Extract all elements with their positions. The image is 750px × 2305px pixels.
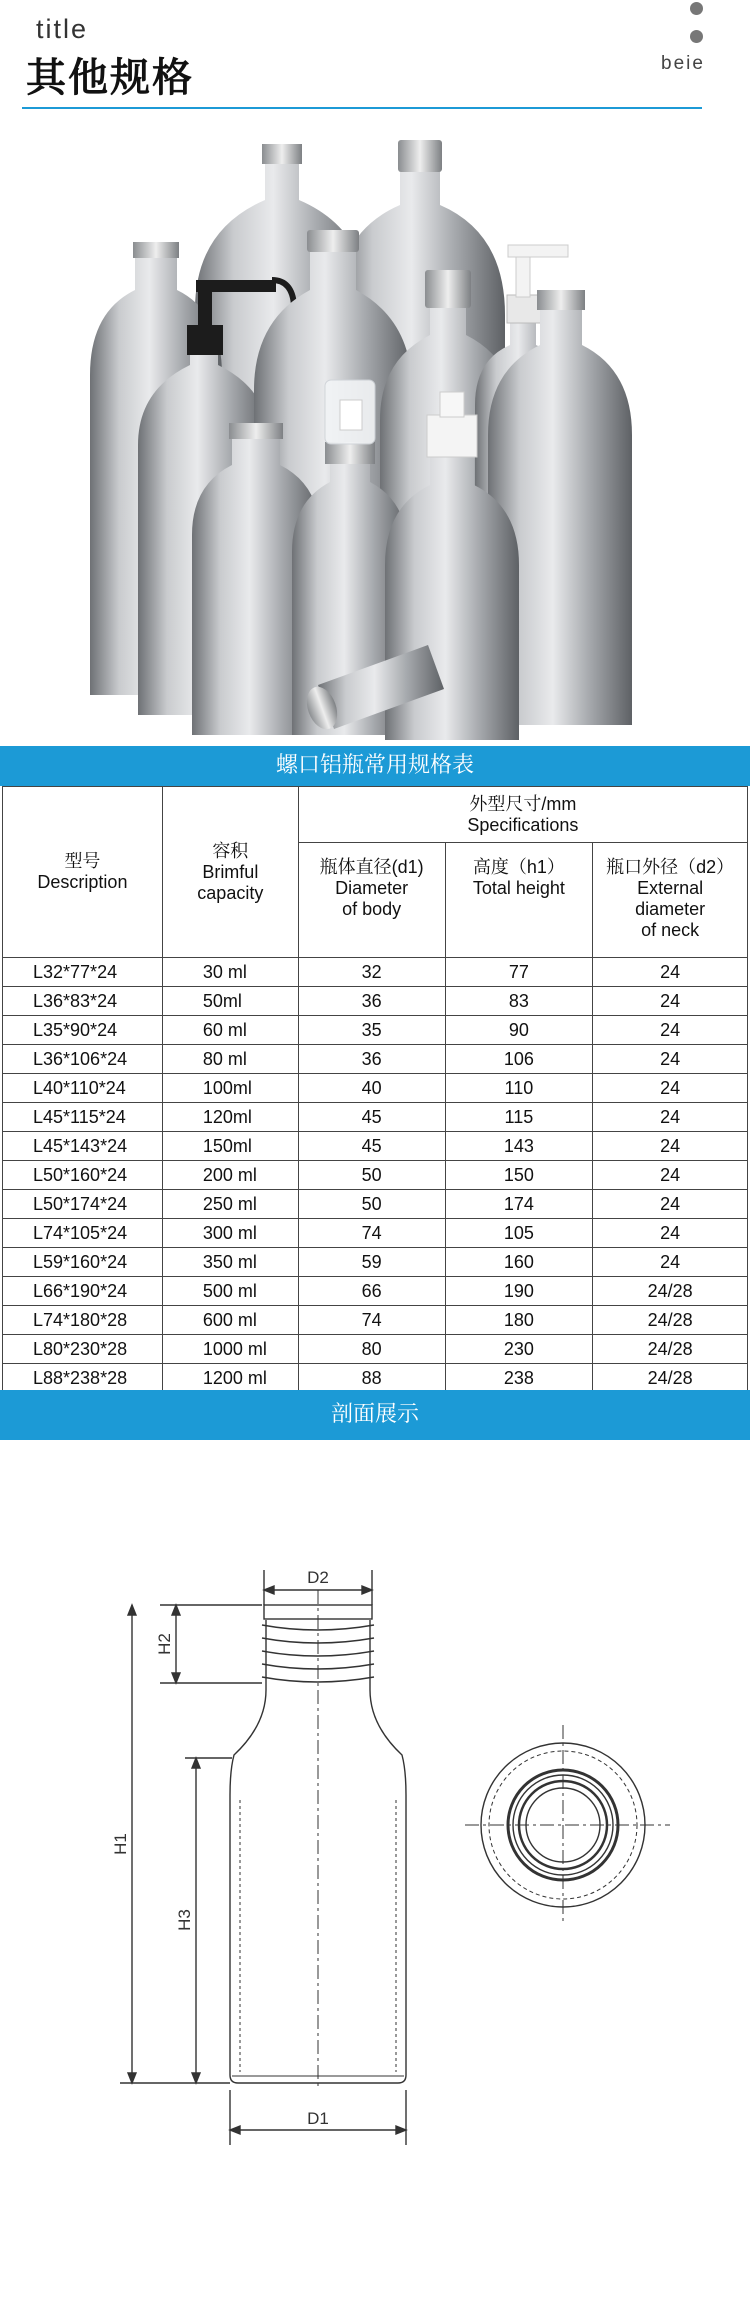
- table-row: [3, 1306, 748, 1335]
- cell-height: 238: [445, 1364, 593, 1393]
- cell-neck: 24: [593, 987, 748, 1016]
- table-row: [3, 1219, 748, 1248]
- table-row: [3, 1016, 748, 1045]
- table-row: [3, 958, 748, 987]
- header-specifications: 外型尺寸/mm Specifications: [298, 787, 747, 843]
- dim-h1-label: H1: [111, 1833, 130, 1855]
- cell-diameter: 74: [298, 1219, 445, 1248]
- cell-model: L80*230*28: [3, 1335, 163, 1364]
- cell-capacity: 350 ml: [162, 1248, 298, 1277]
- cell-model: L59*160*24: [3, 1248, 163, 1277]
- cell-neck: 24: [593, 1132, 748, 1161]
- table-row: [3, 1335, 748, 1364]
- header-neck: 瓶口外径（d2） External diameter of neck: [593, 843, 748, 958]
- cell-capacity: 500 ml: [162, 1277, 298, 1306]
- table-row: [3, 1277, 748, 1306]
- cell-height: 174: [445, 1190, 593, 1219]
- cell-neck: 24: [593, 1016, 748, 1045]
- cell-neck: 24/28: [593, 1277, 748, 1306]
- table-row: [3, 1103, 748, 1132]
- cell-height: 190: [445, 1277, 593, 1306]
- cell-capacity: 120ml: [162, 1103, 298, 1132]
- cell-neck: 24/28: [593, 1335, 748, 1364]
- cell-model: L74*105*24: [3, 1219, 163, 1248]
- cell-height: 115: [445, 1103, 593, 1132]
- cell-neck: 24: [593, 1248, 748, 1277]
- cell-capacity: 300 ml: [162, 1219, 298, 1248]
- dim-h3-label: H3: [175, 1909, 194, 1931]
- cell-height: 110: [445, 1074, 593, 1103]
- cell-diameter: 50: [298, 1190, 445, 1219]
- header-height: 高度（h1） Total height: [445, 843, 593, 958]
- table-row: [3, 1248, 748, 1277]
- table-row: [3, 987, 748, 1016]
- header-capacity: 容积 Brimful capacity: [162, 787, 298, 958]
- cell-height: 105: [445, 1219, 593, 1248]
- cell-capacity: 60 ml: [162, 1016, 298, 1045]
- cell-capacity: 1000 ml: [162, 1335, 298, 1364]
- cell-neck: 24: [593, 1190, 748, 1219]
- cell-model: L35*90*24: [3, 1016, 163, 1045]
- section-title: 剖面展示: [0, 1390, 750, 1440]
- cell-capacity: 1200 ml: [162, 1364, 298, 1393]
- cell-neck: 24: [593, 1103, 748, 1132]
- header-diameter: 瓶体直径(d1) Diameter of body: [298, 843, 445, 958]
- table-row: [3, 1161, 748, 1190]
- cell-height: 150: [445, 1161, 593, 1190]
- header-model: 型号 Description: [3, 787, 163, 958]
- cell-diameter: 36: [298, 1045, 445, 1074]
- table-row: [3, 1045, 748, 1074]
- cell-model: L45*143*24: [3, 1132, 163, 1161]
- cell-diameter: 74: [298, 1306, 445, 1335]
- cell-model: L74*180*28: [3, 1306, 163, 1335]
- cell-diameter: 36: [298, 987, 445, 1016]
- cell-height: 180: [445, 1306, 593, 1335]
- cell-diameter: 66: [298, 1277, 445, 1306]
- cell-height: 230: [445, 1335, 593, 1364]
- top-view: [465, 1725, 670, 1925]
- cell-diameter: 59: [298, 1248, 445, 1277]
- cell-height: 90: [445, 1016, 593, 1045]
- cell-diameter: 40: [298, 1074, 445, 1103]
- cell-height: 77: [445, 958, 593, 987]
- cell-diameter: 35: [298, 1016, 445, 1045]
- table-row: [3, 1074, 748, 1103]
- table-title: 螺口铝瓶常用规格表: [0, 746, 750, 786]
- cell-neck: 24: [593, 1074, 748, 1103]
- page-title: 其他规格: [26, 55, 194, 101]
- cell-model: L50*174*24: [3, 1190, 163, 1219]
- dim-d2-label: D2: [307, 1568, 329, 1587]
- cell-diameter: 88: [298, 1364, 445, 1393]
- cell-neck: 24: [593, 1045, 748, 1074]
- cell-height: 83: [445, 987, 593, 1016]
- dot-icon: [690, 2, 703, 15]
- dot-icon: [690, 30, 703, 43]
- header-subtitle: title: [36, 14, 89, 44]
- cell-model: L88*238*28: [3, 1364, 163, 1393]
- cell-neck: 24: [593, 1219, 748, 1248]
- cell-capacity: 100ml: [162, 1074, 298, 1103]
- header-divider: [22, 107, 702, 109]
- cell-neck: 24: [593, 1161, 748, 1190]
- cell-height: 160: [445, 1248, 593, 1277]
- cell-model: L50*160*24: [3, 1161, 163, 1190]
- cell-diameter: 45: [298, 1103, 445, 1132]
- table-row: [3, 1190, 748, 1219]
- section-drawing: [0, 1440, 750, 2305]
- cell-capacity: 250 ml: [162, 1190, 298, 1219]
- cell-capacity: 30 ml: [162, 958, 298, 987]
- cell-capacity: 150ml: [162, 1132, 298, 1161]
- cell-capacity: 200 ml: [162, 1161, 298, 1190]
- product-photo: [0, 130, 750, 745]
- spec-table: [2, 786, 748, 1393]
- table-row: [3, 1364, 748, 1393]
- page-header: [0, 0, 750, 112]
- cell-capacity: 600 ml: [162, 1306, 298, 1335]
- cell-neck: 24/28: [593, 1364, 748, 1393]
- cell-model: L45*115*24: [3, 1103, 163, 1132]
- cell-diameter: 50: [298, 1161, 445, 1190]
- cell-model: L40*110*24: [3, 1074, 163, 1103]
- cell-model: L32*77*24: [3, 958, 163, 987]
- cell-capacity: 80 ml: [162, 1045, 298, 1074]
- cell-height: 106: [445, 1045, 593, 1074]
- cell-diameter: 45: [298, 1132, 445, 1161]
- table-row: [3, 1132, 748, 1161]
- cell-diameter: 80: [298, 1335, 445, 1364]
- dim-d1-label: D1: [307, 2109, 329, 2128]
- cell-diameter: 32: [298, 958, 445, 987]
- cell-model: L36*106*24: [3, 1045, 163, 1074]
- cell-model: L66*190*24: [3, 1277, 163, 1306]
- cell-model: L36*83*24: [3, 987, 163, 1016]
- cell-neck: 24/28: [593, 1306, 748, 1335]
- cell-neck: 24: [593, 958, 748, 987]
- cell-capacity: 50ml: [162, 987, 298, 1016]
- brand-name: beie: [661, 53, 705, 74]
- cell-height: 143: [445, 1132, 593, 1161]
- dim-h2-label: H2: [155, 1633, 174, 1655]
